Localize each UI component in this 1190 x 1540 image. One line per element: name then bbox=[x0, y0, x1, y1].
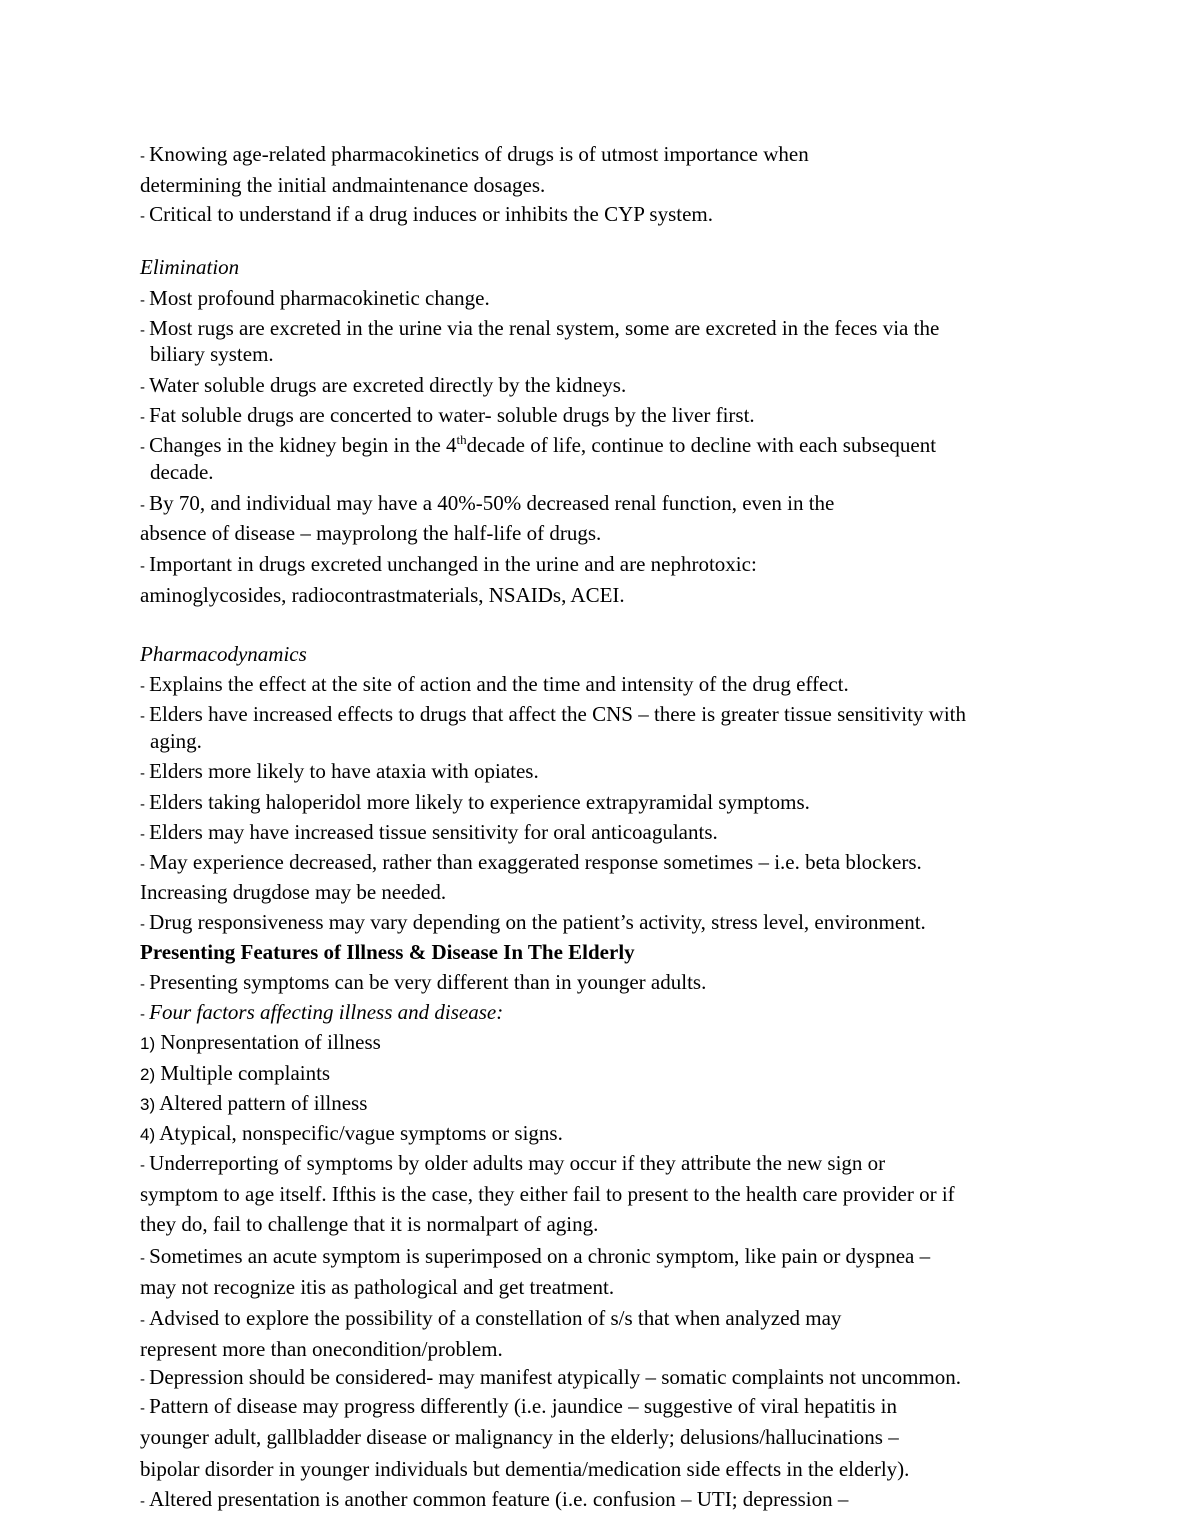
bullet-line: - Elders have increased effects to drugs that affect the CNS – there is greater tissue sensitivity with bbox=[140, 702, 966, 726]
bullet-line: - By 70, and individual may have a 40%-50% decreased renal function, even in the bbox=[140, 491, 835, 515]
bullet-line: - Explains the effect at the site of action and the time and intensity of the drug effect. bbox=[140, 672, 849, 696]
section-heading-elimination: Elimination bbox=[140, 255, 240, 279]
bullet-line: - Changes in the kidney begin in the 4thdecade of life, continue to decline with each subsequent bbox=[140, 432, 937, 457]
text-line: Increasing drugdose may be needed. bbox=[140, 880, 447, 904]
bullet-line: - Water soluble drugs are excreted directly by the kidneys. bbox=[140, 373, 627, 397]
bullet-line: - Elders more likely to have ataxia with opiates. bbox=[140, 759, 539, 783]
bullet-line: - Elders taking haloperidol more likely to experience extrapyramidal symptoms. bbox=[140, 790, 810, 814]
list-item: 2) Multiple complaints bbox=[140, 1061, 331, 1085]
bullet-line: - Drug responsiveness may vary depending on the patient’s activity, stress level, environment. bbox=[140, 910, 926, 934]
text-line: absence of disease – mayprolong the half-life of drugs. bbox=[140, 521, 602, 545]
section-heading-pharmacodynamics: Pharmacodynamics bbox=[140, 642, 307, 666]
text-line: younger adult, gallbladder disease or malignancy in the elderly; delusions/hallucinations – bbox=[140, 1425, 899, 1449]
bullet-line: - Fat soluble drugs are concerted to water- soluble drugs by the liver first. bbox=[140, 403, 755, 427]
bullet-line: - Most rugs are excreted in the urine via the renal system, some are excreted in the feces via the bbox=[140, 316, 940, 340]
bullet-line: - Presenting symptoms can be very different than in younger adults. bbox=[140, 970, 707, 994]
text-line: they do, fail to challenge that it is normalpart of aging. bbox=[140, 1212, 599, 1236]
bullet-line: - Four factors affecting illness and disease: bbox=[140, 1000, 504, 1024]
text-line: symptom to age itself. Ifthis is the case, they either fail to present to the health care provider or if bbox=[140, 1182, 955, 1206]
bullet-line: - Sometimes an acute symptom is superimposed on a chronic symptom, like pain or dyspnea – bbox=[140, 1244, 931, 1268]
bullet-line: - Advised to explore the possibility of a constellation of s/s that when analyzed may bbox=[140, 1306, 842, 1330]
text-line: aminoglycosides, radiocontrastmaterials, NSAIDs, ACEI. bbox=[140, 583, 625, 607]
bullet-line: - Underreporting of symptoms by older adults may occur if they attribute the new sign or bbox=[140, 1151, 886, 1175]
bullet-line: - Pattern of disease may progress differently (i.e. jaundice – suggestive of viral hepatitis in bbox=[140, 1394, 897, 1418]
text-line-indented: biliary system. bbox=[150, 342, 274, 366]
list-item: 3) Altered pattern of illness bbox=[140, 1091, 368, 1115]
text-line-indented: aging. bbox=[150, 729, 202, 753]
text-line: may not recognize itis as pathological and get treatment. bbox=[140, 1275, 615, 1299]
text-line: bipolar disorder in younger individuals but dementia/medication side effects in the elderly). bbox=[140, 1457, 910, 1481]
list-item: 1) Nonpresentation of illness bbox=[140, 1030, 381, 1054]
bullet-line: - May experience decreased, rather than exaggerated response sometimes – i.e. beta blockers. bbox=[140, 850, 922, 874]
bullet-line: - Altered presentation is another common feature (i.e. confusion – UTI; depression – bbox=[140, 1487, 849, 1511]
bullet-line: - Important in drugs excreted unchanged in the urine and are nephrotoxic: bbox=[140, 552, 757, 576]
text-line: represent more than onecondition/problem. bbox=[140, 1337, 503, 1361]
bullet-line: - Most profound pharmacokinetic change. bbox=[140, 286, 490, 310]
bullet-line: - Knowing age-related pharmacokinetics of drugs is of utmost importance when bbox=[140, 142, 809, 166]
bullet-line: - Depression should be considered- may manifest atypically – somatic complaints not uncommon. bbox=[140, 1365, 961, 1389]
section-heading-presenting: Presenting Features of Illness & Disease In The Elderly bbox=[140, 940, 635, 964]
text-line-indented: decade. bbox=[150, 460, 214, 484]
bullet-line: - Elders may have increased tissue sensitivity for oral anticoagulants. bbox=[140, 820, 718, 844]
text-line: determining the initial andmaintenance dosages. bbox=[140, 173, 546, 197]
bullet-line: - Critical to understand if a drug induces or inhibits the CYP system. bbox=[140, 202, 713, 226]
list-item: 4) Atypical, nonspecific/vague symptoms or signs. bbox=[140, 1121, 563, 1145]
